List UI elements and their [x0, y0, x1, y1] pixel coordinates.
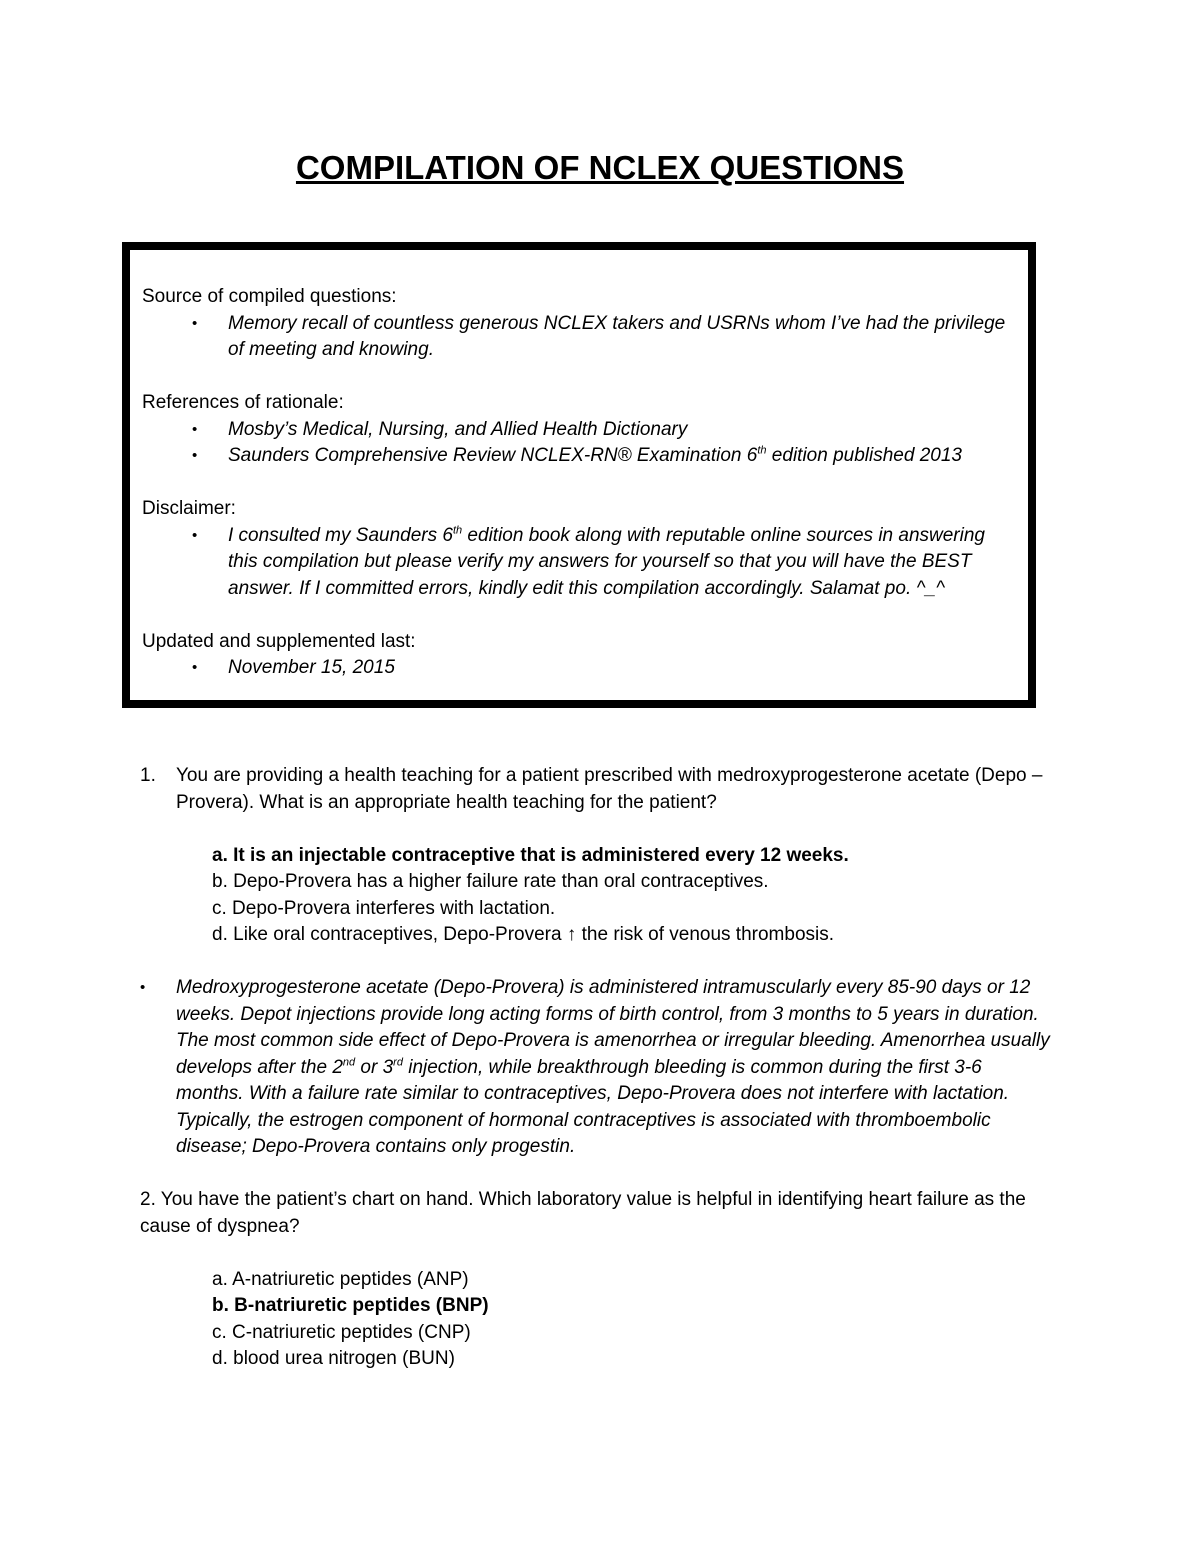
choice-a-correct: a. It is an injectable contraceptive that is administered every 12 weeks. — [212, 844, 849, 866]
choice-d-text: the risk of venous thrombosis. — [576, 924, 835, 945]
question-text: You are providing a health teaching for a patient prescribed with medroxyprogesterone acetate (Depo – Provera). What is an appropriate health teaching for the patient? — [176, 765, 1043, 813]
question-2 — [140, 1187, 1050, 1240]
question-1 — [140, 763, 1050, 816]
choice-d: d. blood urea nitrogen (BUN) — [212, 1348, 455, 1369]
bullet-icon: • — [192, 420, 198, 438]
choice-b-correct: b. B-natriuretic peptides (BNP) — [212, 1295, 489, 1316]
bullet-icon: • — [140, 979, 146, 996]
up-arrow-icon: ↑ — [566, 924, 577, 945]
rationale-1 — [140, 975, 1050, 1161]
source-heading: Source of compiled questions: — [142, 286, 397, 307]
choice-d — [212, 922, 1050, 949]
updated-date: November 15, 2015 — [228, 657, 395, 678]
choice-d-text: d. Like oral contraceptives, Depo-Provera — [212, 924, 567, 945]
question-text: You have the patient’s chart on hand. Which laboratory value is helpful in identifying heart failure as the cause of dyspnea? — [140, 1189, 1026, 1237]
question-2-choices — [140, 1267, 1050, 1373]
rationale-text: or 3 — [355, 1056, 394, 1078]
reference-item-text: Saunders Comprehensive Review NCLEX-RN® Examination 6 — [228, 445, 758, 466]
superscript: rd — [393, 1056, 403, 1069]
list-item — [142, 443, 1016, 470]
superscript: th — [757, 444, 767, 457]
question-number: 1. — [140, 765, 156, 786]
disclaimer-list — [142, 523, 1016, 603]
updated-heading: Updated and supplemented last: — [142, 630, 416, 652]
list-item — [142, 417, 1016, 444]
choice-c: c. C-natriuretic peptides (CNP) — [212, 1321, 471, 1343]
reference-item-text: Mosby’s Medical, Nursing, and Allied Health Dictionary — [228, 418, 688, 440]
superscript: th — [452, 524, 463, 537]
superscript: nd — [342, 1056, 356, 1069]
source-item-text: Memory recall of countless generous NCLEX takers and USRNs whom I’ve had the privilege of meeting and knowing. — [228, 312, 1006, 360]
list-item — [142, 311, 1016, 364]
references-list — [142, 417, 1016, 470]
info-box — [122, 242, 1036, 708]
bullet-icon: • — [192, 526, 198, 544]
choice-c: c. Depo-Provera interferes with lactation. — [212, 897, 556, 919]
question-number: 2. — [140, 1189, 156, 1210]
bullet-icon: • — [192, 447, 198, 464]
references-heading: References of rationale: — [142, 392, 344, 413]
choice-a: a. A-natriuretic peptides (ANP) — [212, 1268, 469, 1290]
document-title: COMPILATION OF NCLEX QUESTIONS — [295, 149, 905, 186]
questions-section — [140, 763, 1050, 1373]
list-item — [142, 523, 1016, 603]
choice-b: b. Depo-Provera has a higher failure rate than oral contraceptives. — [212, 871, 769, 892]
updated-list — [142, 655, 1016, 682]
disclaimer-text: edition book along with reputable online sources in answering this compilation but please verify my answers for yourself so that you will have the BEST answer. If I committed errors, kindly edit this compilation accordingly. Salamat po. ^_^ — [228, 524, 985, 599]
rationale-text: Medroxyprogesterone acetate (Depo-Provera) is administered intramuscularly every 85-90 days or 12 weeks. Depot injections provide long acting forms of birth control, from 3 months to 5 years in duration. The most common side effect of Depo-Provera is amenorrhea or irregular bleeding. Amenorrhea usually develops after the 2 — [176, 977, 1050, 1078]
rationale-text: injection, while breakthrough bleeding is common during the first 3-6 months. With a failure rate similar to contraceptives, Depo-Provera does not interfere with lactation. Typically, the estrogen component of hormonal contraceptives is associated with thromboembolic disease; Depo-Provera contains only progestin. — [176, 1056, 1010, 1157]
disclaimer-text: I consulted my Saunders 6 — [228, 524, 453, 546]
question-1-choices — [140, 843, 1050, 949]
list-item — [142, 655, 1016, 682]
disclaimer-heading: Disclaimer: — [142, 498, 236, 519]
bullet-icon: • — [192, 659, 198, 676]
source-list — [142, 311, 1016, 364]
bullet-icon: • — [192, 314, 198, 332]
reference-item-text: edition published 2013 — [766, 445, 962, 466]
